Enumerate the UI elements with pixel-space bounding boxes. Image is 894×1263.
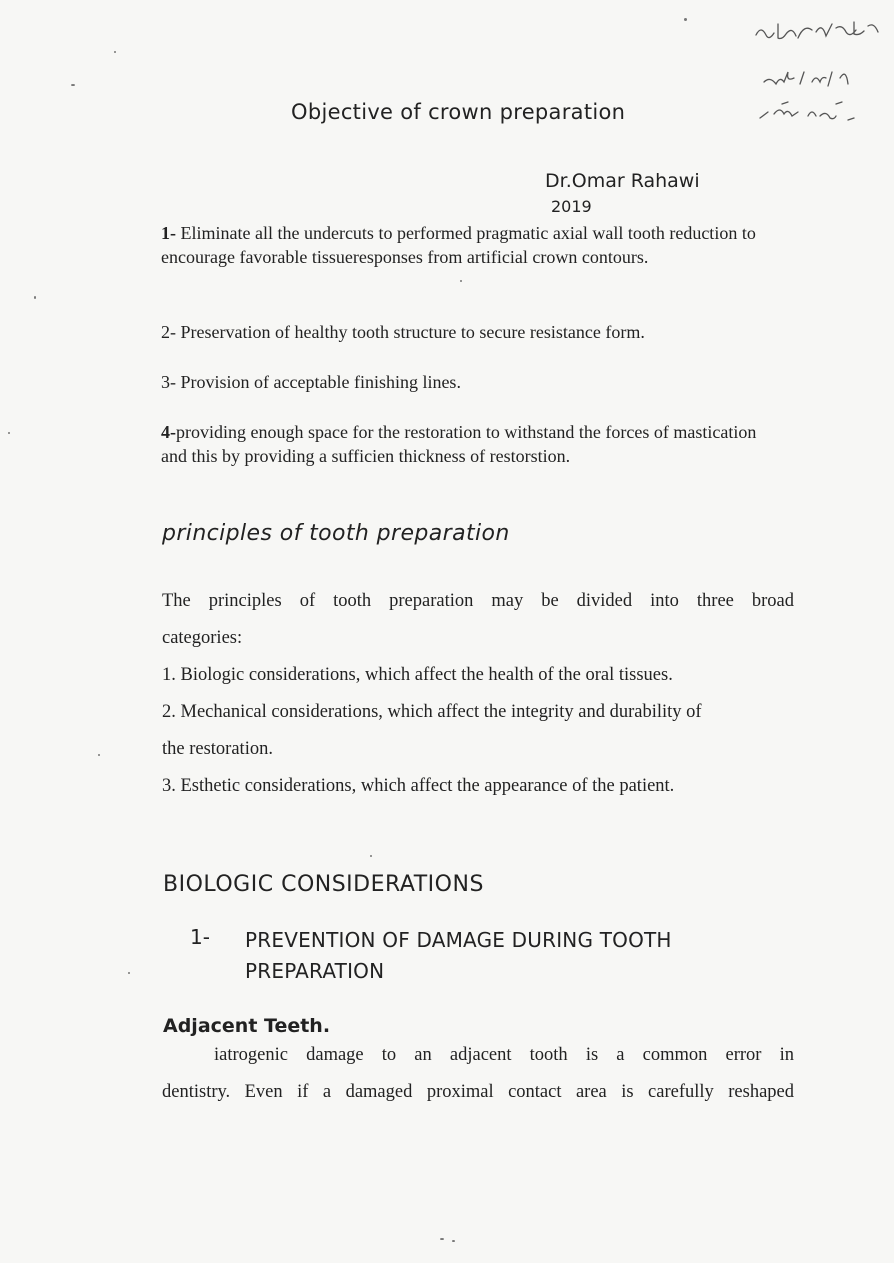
objective-text: Preservation of healthy tooth structure to secure resistance form. [176,322,645,342]
principles-item-1: 1. Biologic considerations, which affect the health of the oral tissues. [162,665,673,685]
adjacent-line-1: iatrogenic damage to an adjacent tooth is a common error in [214,1045,794,1065]
objective-text: Provision of acceptable finishing lines. [176,372,461,392]
sub-heading-number: 1- [190,925,210,949]
publication-year: 2019 [551,197,592,216]
objective-item-2 [161,320,771,344]
objective-text: Eliminate all the undercuts to performed pragmatic axial wall tooth reduction to encourage favorable tissueresponses from artificial crown contours. [161,223,756,267]
objective-number: 2- [161,322,176,342]
biologic-heading: BIOLOGIC CONSIDERATIONS [163,872,484,897]
adjacent-teeth-heading: Adjacent Teeth. [163,1015,331,1037]
handwritten-annotation [736,10,886,135]
objective-item-4 [161,420,771,468]
adjacent-teeth-paragraph [162,1037,794,1111]
principles-intro-line-2: categories: [162,628,243,648]
principles-heading: principles of tooth preparation [162,521,510,546]
sub-heading-text: PREVENTION OF DAMAGE DURING TOOTH PREPARATION [245,928,672,983]
objective-number: 4- [161,422,176,442]
objective-text: providing enough space for the restoration to withstand the forces of mastication and this by providing a sufficien thickness of restorstion. [161,422,757,466]
objective-item-3 [161,370,771,394]
principles-section [162,583,794,805]
author-name: Dr.Omar Rahawi [545,170,700,192]
principles-item-3: 3. Esthetic considerations, which affect the appearance of the patient. [162,776,675,796]
principles-item-2: 2. Mechanical considerations, which affect the integrity and durability of [162,702,702,722]
principles-intro-line-1: The principles of tooth preparation may be divided into three broad [162,591,794,611]
objective-item-1 [161,221,771,269]
page-title: Objective of crown preparation [291,100,626,124]
adjacent-line-2: dentistry. Even if a damaged proximal contact area is carefully reshaped [162,1082,794,1102]
objective-number: 3- [161,372,176,392]
principles-item-2-continued: the restoration. [162,739,273,759]
objective-number: 1- [161,223,176,243]
